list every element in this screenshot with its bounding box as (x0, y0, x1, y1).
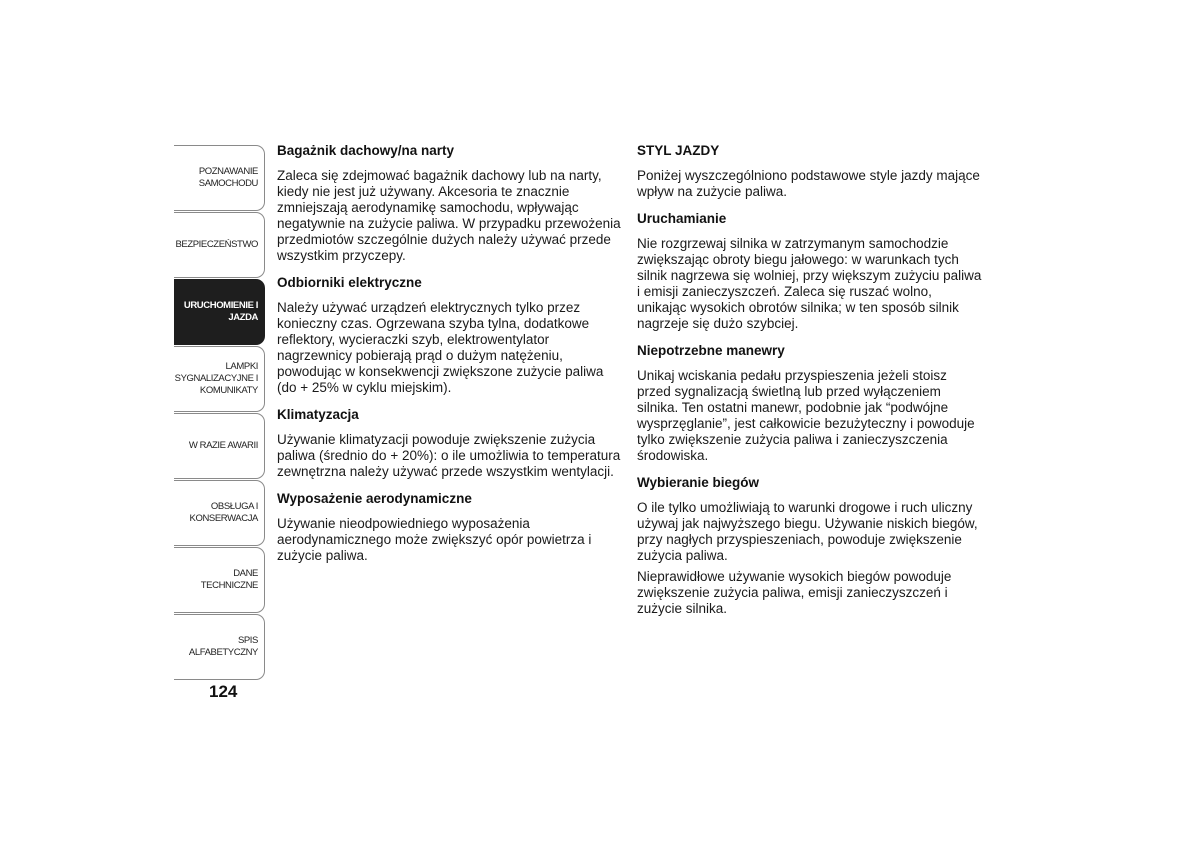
tab-lampki-sygnalizacyjne[interactable]: LAMPKI SYGNALIZACYJNE I KOMUNIKATY (174, 346, 265, 412)
section-heading: Wyposażenie aerodynamiczne (277, 491, 472, 506)
chapter-tabs (174, 145, 265, 681)
right-column (637, 142, 982, 627)
section-klimatyzacja (277, 406, 622, 480)
section-heading: Klimatyzacja (277, 407, 359, 422)
section-heading: Niepotrzebne manewry (637, 343, 785, 358)
section-heading: Uruchamianie (637, 211, 727, 226)
section-paragraph: Nieprawidłowe używanie wysokich biegów powoduje zwiększenie zużycia paliwa, emisji zanieczyszczeń i zużycie silnika. (637, 569, 952, 616)
tab-spis-alfabetyczny[interactable]: SPIS ALFABETYCZNY (174, 614, 265, 680)
left-column (277, 142, 622, 574)
section-wyposazenie (277, 490, 622, 564)
section-heading: Odbiorniki elektryczne (277, 275, 422, 290)
section-paragraph: Nie rozgrzewaj silnika w zatrzymanym samochodzie zwiększając obroty biegu jałowego: w warunkach tych silnik nagrzewa się wolniej, przy większym zużyciu paliwa i emisji zanieczyszczeń. Zaleca się ruszać wolno, unikając wysokich obrotów silnika; w ten sposób silnik nagrzeje się dużo szybciej. (637, 236, 982, 331)
tab-w-razie-awarii[interactable]: W RAZIE AWARII (174, 413, 265, 479)
section-wybieranie-biegow (637, 474, 982, 617)
tab-obsluga-i-konserwacja[interactable]: OBSŁUGA I KONSERWACJA (174, 480, 265, 546)
section-paragraph: Należy używać urządzeń elektrycznych tylko przez konieczny czas. Ogrzewana szyba tylna, dodatkowe reflektory, wycieraczki szyb, elektrowentylator nagrzewnicy pobierają prąd o dużym natężeniu, powodując w konsekwencji zwiększone zużycie paliwa (do + 25% w cyklu miejskim). (277, 300, 604, 395)
section-styl-jazdy (637, 142, 982, 200)
section-paragraph: Poniżej wyszczególniono podstawowe style jazdy mające wpływ na zużycie paliwa. (637, 168, 980, 199)
section-paragraph: Zaleca się zdejmować bagażnik dachowy lub na narty, kiedy nie jest już używany. Akcesoria te znacznie zmniejszają aerodynamikę samochodu, wpływając negatywnie na zużycie paliwa. W przypadku przewożenia przedmiotów szczególnie dużych należy używać przede wszystkim przyczepy. (277, 168, 621, 263)
section-paragraph: Używanie nieodpowiedniego wyposażenia aerodynamicznego może zwiększyć opór powietrza i zużycie paliwa. (277, 516, 592, 563)
section-niepotrzebne-manewry (637, 342, 982, 464)
page-number: 124 (209, 682, 238, 701)
section-bagaznik (277, 142, 622, 264)
section-heading: Wybieranie biegów (637, 475, 760, 490)
section-uruchamianie (637, 210, 982, 332)
section-odbiorniki (277, 274, 622, 396)
section-paragraph: Używanie klimatyzacji powoduje zwiększenie zużycia paliwa (średnio do + 20%): o ile umożliwia to temperatura zewnętrzna należy używać przede wszystkim wentylacji. (277, 432, 621, 479)
tab-uruchomienie-i-jazda[interactable]: URUCHOMIENIE I JAZDA (174, 279, 265, 345)
section-paragraph: Unikaj wciskania pedału przyspieszenia jeżeli stoisz przed sygnalizacją świetlną lub przed wyłączeniem silnika. Ten ostatni manewr, podobnie jak “podwójne wysprzęglanie”, jest całkowicie bezużyteczny i powoduje tylko zwiększenie zużycia paliwa i zanieczyszczenia środowiska. (637, 368, 975, 463)
section-heading: STYL JAZDY (637, 143, 720, 158)
section-heading: Bagażnik dachowy/na narty (277, 143, 455, 158)
tab-bezpieczenstwo[interactable]: BEZPIECZEŃSTWO (174, 212, 265, 278)
tab-dane-techniczne[interactable]: DANE TECHNICZNE (174, 547, 265, 613)
section-paragraph: O ile tylko umożliwiają to warunki drogowe i ruch uliczny używaj jak najwyższego biegu. Używanie niskich biegów, przy nagłych przyspieszeniach, powoduje zwiększenie zużycia paliwa. (637, 500, 978, 563)
tab-poznawanie-samochodu[interactable]: POZNAWANIE SAMOCHODU (174, 145, 265, 211)
